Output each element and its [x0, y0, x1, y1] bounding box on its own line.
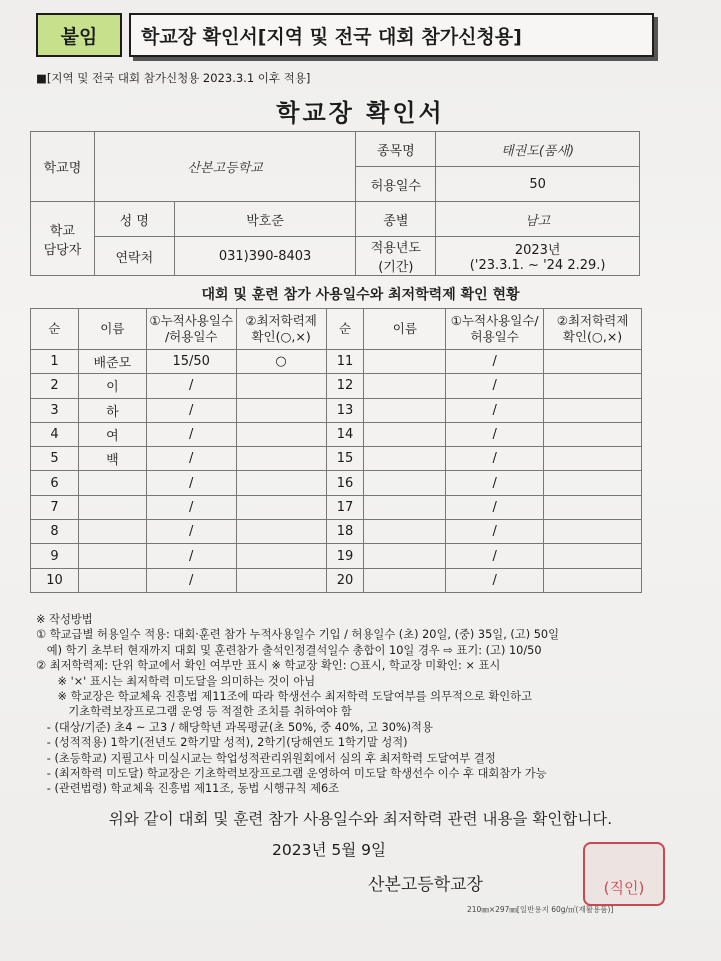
days-value: 50: [436, 167, 640, 202]
school-label: 학교명: [31, 132, 95, 202]
row-check: [236, 495, 326, 519]
principal-signature-line: 산본고등학교장: [368, 875, 483, 895]
col-name-right: 이름: [364, 309, 446, 350]
header-title: 학교장 확인서[지역 및 전국 대회 참가신청용]: [129, 13, 654, 57]
row-no: 5: [31, 447, 79, 471]
row-no: 10: [31, 568, 79, 592]
roster-table: [30, 308, 642, 593]
col-check-r-l2: 확인(○,×): [562, 329, 623, 344]
confirmation-statement: 위와 같이 대회 및 훈련 참가 사용일수와 최저학력 관련 내용을 확인합니다.: [108, 810, 613, 828]
col-used-l1: ①누적사용일수: [149, 313, 234, 328]
gender-label: 종별: [356, 202, 436, 237]
row-check: [236, 520, 326, 544]
row-check-right: [544, 447, 642, 471]
row-no-right: 11: [326, 350, 364, 374]
row-no-right: 12: [326, 374, 364, 398]
year-value: [436, 237, 640, 276]
official-seal-stamp: [583, 842, 665, 906]
name-label: 성 명: [94, 202, 174, 237]
row-check: [236, 568, 326, 592]
row-name-right: [364, 544, 446, 568]
col-check-l1: ②최저학력제: [245, 313, 317, 328]
table-row: [31, 495, 642, 519]
row-used: /: [146, 544, 236, 568]
col-used: [146, 309, 236, 350]
row-used-right: /: [446, 471, 544, 495]
table-row: [31, 398, 642, 422]
row-used-right: /: [446, 398, 544, 422]
contact-label-line2: 담당자: [43, 242, 82, 258]
row-name: 배준모: [78, 350, 146, 374]
attachment-tag: 붙임: [36, 13, 122, 57]
col-used-r-l2: 허용일수: [470, 329, 519, 344]
row-no-right: 19: [326, 544, 364, 568]
row-name-right: [364, 398, 446, 422]
school-value: 산본고등학교: [94, 132, 356, 202]
row-name: [78, 471, 146, 495]
row-name: [78, 520, 146, 544]
row-used-right: /: [446, 374, 544, 398]
row-name: 여: [78, 422, 146, 446]
name-value: 박호준: [174, 202, 356, 237]
applicability-note: ■[지역 및 전국 대회 참가신청용 2023.3.1 이후 적용]: [36, 71, 311, 85]
row-check: [236, 422, 326, 446]
row-no: 9: [31, 544, 79, 568]
row-no-right: 18: [326, 520, 364, 544]
row-name-right: [364, 471, 446, 495]
col-check-l2: 확인(○,×): [251, 329, 311, 344]
col-used-right: [446, 309, 544, 350]
instruction-line: - (관련법령) 학교체육 진흥법 제11조, 동법 시행규칙 제6조: [36, 782, 340, 796]
row-used: /: [146, 495, 236, 519]
row-no: 3: [31, 398, 79, 422]
instruction-line: 기초학력보장프로그램 운영 등 적절한 조치를 취하여야 함: [36, 705, 352, 719]
row-used-right: /: [446, 350, 544, 374]
row-name-right: [364, 350, 446, 374]
gender-value: 남고: [436, 202, 640, 237]
row-used: /: [146, 447, 236, 471]
row-check-right: [544, 544, 642, 568]
instruction-line: - (최저학력 미도달) 학교장은 기초학력보장프로그램 운영하여 미도달 학생선수 이수 후 대회참가 가능: [36, 767, 547, 781]
info-table: [30, 131, 640, 276]
col-check-right: [544, 309, 642, 350]
table-row: [31, 520, 642, 544]
col-check: [236, 309, 326, 350]
row-check: [236, 471, 326, 495]
row-no: 2: [31, 374, 79, 398]
row-no-right: 14: [326, 422, 364, 446]
row-used-right: /: [446, 495, 544, 519]
row-no-right: 13: [326, 398, 364, 422]
row-name: 백: [78, 447, 146, 471]
row-check: [236, 447, 326, 471]
phone-value: 031)390-8403: [174, 237, 356, 276]
row-check: [236, 374, 326, 398]
col-no: 순: [31, 309, 79, 350]
row-name: [78, 568, 146, 592]
instruction-line: - (대상/기준) 초4 ~ 고3 / 해당학년 과목평균(초 50%, 중 40%, 고 30%)적용: [36, 720, 433, 734]
col-used-r-l1: ①누적사용일수/: [450, 313, 539, 328]
instruction-line: 예) 학기 초부터 현재까지 대회 및 훈련참가 출석인정결석일수 총합이 10일 경우 ⇨ 표기: (고) 10/50: [36, 643, 542, 657]
col-check-r-l1: ②최저학력제: [556, 313, 629, 328]
row-used: 15/50: [146, 350, 236, 374]
row-check: ○: [236, 350, 326, 374]
instructions: [36, 612, 676, 797]
row-used: /: [146, 520, 236, 544]
year-label-line2: (기간): [378, 260, 414, 275]
row-no-right: 15: [326, 447, 364, 471]
row-no-right: 20: [326, 568, 364, 592]
row-check-right: [544, 520, 642, 544]
col-used-l2: /허용일수: [164, 329, 218, 344]
row-check-right: [544, 374, 642, 398]
row-check: [236, 398, 326, 422]
row-check: [236, 544, 326, 568]
instruction-line: ② 최저학력제: 단위 학교에서 확인 여부만 표시 ※ 학교장 확인: ○표시, 학교장 미확인: × 표시: [36, 659, 501, 673]
row-name: 하: [78, 398, 146, 422]
row-used: /: [146, 398, 236, 422]
table-row: [31, 350, 642, 374]
row-used: /: [146, 568, 236, 592]
row-name: 이: [78, 374, 146, 398]
paper-spec: 210㎜×297㎜[일반용지 60g/㎡(재활용품)]: [467, 905, 614, 914]
table-row: [31, 471, 642, 495]
row-name: [78, 544, 146, 568]
row-no-right: 16: [326, 471, 364, 495]
row-no: 7: [31, 495, 79, 519]
row-name-right: [364, 422, 446, 446]
row-name-right: [364, 495, 446, 519]
table-row: [31, 422, 642, 446]
row-name: [78, 495, 146, 519]
period-value: ('23.3.1. ~ '24 2.29.): [469, 258, 606, 273]
row-check-right: [544, 422, 642, 446]
table-row: [31, 544, 642, 568]
row-used-right: /: [446, 544, 544, 568]
contact-label-line1: 학교: [49, 223, 75, 239]
row-no: 6: [31, 471, 79, 495]
instruction-line: - (성적적용) 1학기(전년도 2학기말 성적), 2학기(당해연도 1학기말 성적): [36, 736, 408, 750]
row-check-right: [544, 471, 642, 495]
row-name-right: [364, 447, 446, 471]
row-no-right: 17: [326, 495, 364, 519]
row-used-right: /: [446, 520, 544, 544]
row-used-right: /: [446, 568, 544, 592]
row-name-right: [364, 374, 446, 398]
document-title: 학교장 확인서: [276, 99, 445, 127]
year-label: [356, 237, 436, 276]
roster-title: 대회 및 훈련 참가 사용일수와 최저학력제 확인 현황: [201, 287, 520, 303]
row-used-right: /: [446, 447, 544, 471]
row-check-right: [544, 568, 642, 592]
row-check-right: [544, 495, 642, 519]
row-name-right: [364, 520, 446, 544]
year-value-line1: 2023년: [514, 243, 561, 258]
row-used: /: [146, 374, 236, 398]
contact-label: [31, 202, 95, 276]
col-no-right: 순: [326, 309, 364, 350]
row-check-right: [544, 398, 642, 422]
table-row: [31, 568, 642, 592]
row-no: 4: [31, 422, 79, 446]
row-no: 8: [31, 520, 79, 544]
event-label: 종목명: [356, 132, 436, 167]
seal-label: (직인): [603, 879, 645, 897]
days-label: 허용일수: [356, 167, 436, 202]
row-used: /: [146, 471, 236, 495]
instruction-line: ※ '×' 표시는 최저학력 미도달을 의미하는 것이 아님: [36, 674, 316, 688]
row-used: /: [146, 422, 236, 446]
table-row: [31, 447, 642, 471]
issue-date: 2023년 5월 9일: [272, 841, 386, 859]
instruction-line: ※ 학교장은 학교체육 진흥법 제11조에 따라 학생선수 최저학력 도달여부를 의무적으로 확인하고: [36, 690, 532, 704]
event-value: 태권도(품새): [436, 132, 640, 167]
row-check-right: [544, 350, 642, 374]
row-name-right: [364, 568, 446, 592]
row-no: 1: [31, 350, 79, 374]
phone-label: 연락처: [94, 237, 174, 276]
table-row: [31, 374, 642, 398]
instruction-line: ① 학교급별 허용일수 적용: 대회·훈련 참가 누적사용일수 기입 / 허용일수 (초) 20일, (중) 35일, (고) 50일: [36, 628, 559, 642]
row-used-right: /: [446, 422, 544, 446]
year-label-line1: 적용년도: [370, 241, 421, 256]
col-name: 이름: [78, 309, 146, 350]
instruction-line: ※ 작성방법: [36, 613, 93, 626]
instruction-line: - (초등학교) 지필고사 미실시교는 학업성적관리위원회에서 심의 후 최저학력 도달여부 결정: [36, 751, 496, 765]
